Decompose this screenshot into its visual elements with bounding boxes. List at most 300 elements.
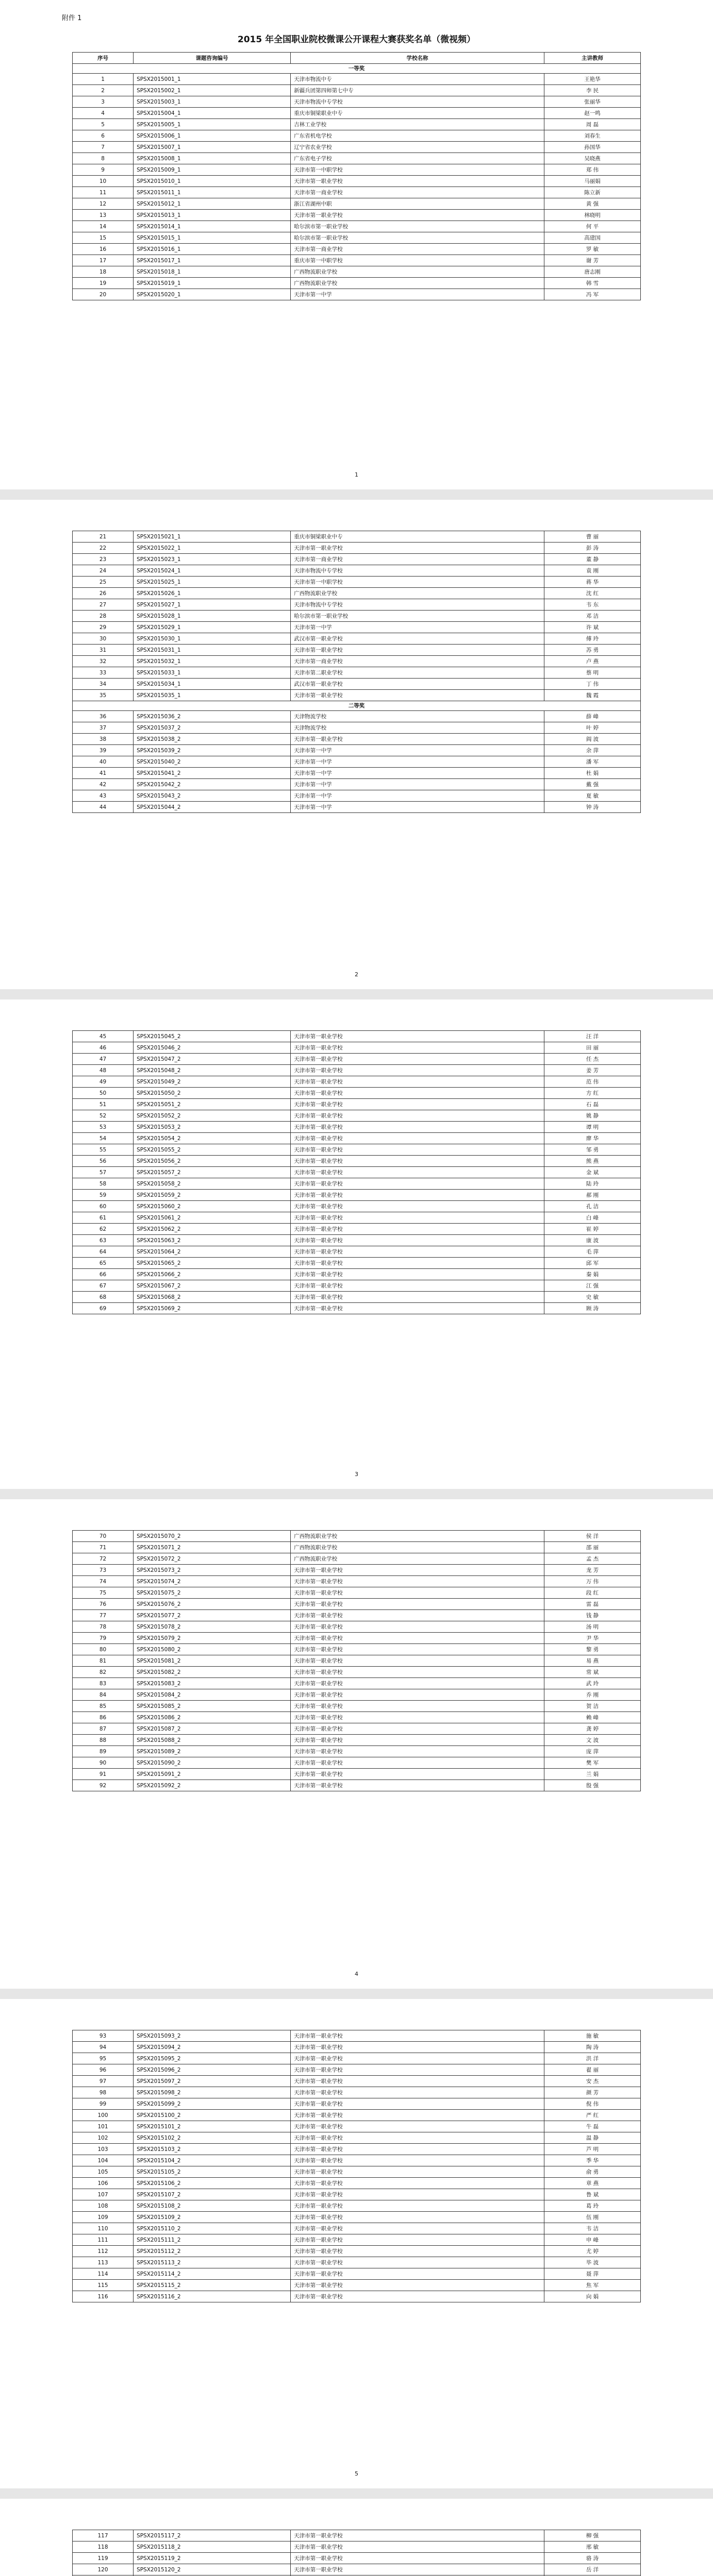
- registration-code: SPSX2015051_2: [134, 1099, 291, 1110]
- school-name: 天津市第一职业学校: [291, 1735, 544, 1746]
- school-name: 天津市物流中专学校: [291, 599, 544, 611]
- registration-code: SPSX2015081_2: [134, 1655, 291, 1667]
- table-row: [73, 2155, 641, 2166]
- school-name: 天津市第一职业学校: [291, 2223, 544, 2234]
- registration-code: SPSX2015019_1: [134, 278, 291, 289]
- row-number: 71: [73, 1542, 134, 1553]
- lead-teacher: 方 红: [544, 1088, 641, 1099]
- registration-code: SPSX2015112_2: [134, 2246, 291, 2257]
- registration-code: SPSX2015065_2: [134, 1258, 291, 1269]
- lead-teacher: 周 磊: [544, 119, 641, 130]
- row-number: 24: [73, 565, 134, 577]
- table-row: [73, 1042, 641, 1054]
- row-number: 83: [73, 1678, 134, 1689]
- lead-teacher: 戴 强: [544, 779, 641, 790]
- table-row: [73, 1088, 641, 1099]
- school-name: 武汉市第一职业学校: [291, 633, 544, 645]
- lead-teacher: 邹 勇: [544, 1144, 641, 1156]
- table-row: [73, 1723, 641, 1735]
- table-row: [73, 1212, 641, 1224]
- lead-teacher: 姚 静: [544, 1110, 641, 1122]
- row-number: 90: [73, 1757, 134, 1769]
- school-name: 广西物流职业学校: [291, 1553, 544, 1565]
- school-name: 天津市第一职业学校: [291, 1746, 544, 1757]
- registration-code: SPSX2015074_2: [134, 1576, 291, 1587]
- lead-teacher: 傅 玲: [544, 633, 641, 645]
- table-row: [73, 531, 641, 543]
- registration-code: SPSX2015066_2: [134, 1269, 291, 1280]
- table-row: [73, 1133, 641, 1144]
- table-row: [73, 1280, 641, 1292]
- lead-teacher: 韦 洁: [544, 2223, 641, 2234]
- registration-code: SPSX2015048_2: [134, 1065, 291, 1076]
- registration-code: SPSX2015007_1: [134, 142, 291, 153]
- lead-teacher: 龚 婷: [544, 1723, 641, 1735]
- lead-teacher: 尹 华: [544, 1633, 641, 1644]
- school-name: 天津市第一职业学校: [291, 1292, 544, 1303]
- lead-teacher: 唐志刚: [544, 266, 641, 278]
- school-name: 天津市第一职业学校: [291, 2280, 544, 2291]
- column-header: 主讲教师: [544, 53, 641, 64]
- table-row: [73, 1178, 641, 1190]
- table-row: [73, 1031, 641, 1042]
- table-row: [73, 690, 641, 701]
- row-number: 46: [73, 1042, 134, 1054]
- school-name: 天津市第一职业学校: [291, 1167, 544, 1178]
- lead-teacher: 文 波: [544, 1735, 641, 1746]
- table-row: [73, 679, 641, 690]
- lead-teacher: 颜 芳: [544, 2087, 641, 2098]
- table-row: [73, 599, 641, 611]
- registration-code: SPSX2015017_1: [134, 255, 291, 266]
- registration-code: SPSX2015040_2: [134, 756, 291, 768]
- table-row: [73, 1542, 641, 1553]
- registration-code: SPSX2015034_1: [134, 679, 291, 690]
- table-row: [73, 1565, 641, 1576]
- row-number: 6: [73, 130, 134, 142]
- registration-code: SPSX2015098_2: [134, 2087, 291, 2098]
- row-number: 67: [73, 1280, 134, 1292]
- school-name: 广西物流职业学校: [291, 278, 544, 289]
- lead-teacher: 武 玲: [544, 1678, 641, 1689]
- lead-teacher: 汪 洋: [544, 1031, 641, 1042]
- table-row: [73, 2087, 641, 2098]
- table-row: [73, 176, 641, 187]
- registration-code: SPSX2015091_2: [134, 1769, 291, 1780]
- registration-code: SPSX2015041_2: [134, 768, 291, 779]
- row-number: 25: [73, 577, 134, 588]
- table-row: [73, 1144, 641, 1156]
- school-name: 天津物流学校: [291, 722, 544, 734]
- lead-teacher: 段 红: [544, 1587, 641, 1599]
- registration-code: SPSX2015106_2: [134, 2178, 291, 2189]
- row-number: 11: [73, 187, 134, 198]
- table-row: [73, 790, 641, 802]
- row-number: 95: [73, 2053, 134, 2064]
- table-row: [73, 2098, 641, 2110]
- table-row: [73, 645, 641, 656]
- row-number: 75: [73, 1587, 134, 1599]
- table-row: [73, 543, 641, 554]
- registration-code: SPSX2015101_2: [134, 2121, 291, 2132]
- row-number: 94: [73, 2042, 134, 2053]
- school-name: 新疆兵团第四师第七中专: [291, 85, 544, 96]
- table-row: [73, 2530, 641, 2541]
- school-name: 重庆市铜梁职业中专: [291, 531, 544, 543]
- lead-teacher: 郑 伟: [544, 164, 641, 176]
- lead-teacher: 金 斌: [544, 1167, 641, 1178]
- lead-teacher: 蒋 华: [544, 577, 641, 588]
- row-number: 3: [73, 96, 134, 108]
- school-name: 天津市第一职业学校: [291, 1712, 544, 1723]
- table-row: [73, 1712, 641, 1723]
- school-name: 广西物流职业学校: [291, 588, 544, 599]
- registration-code: SPSX2015108_2: [134, 2200, 291, 2212]
- lead-teacher: 安 杰: [544, 2076, 641, 2087]
- row-number: 13: [73, 210, 134, 221]
- row-number: 58: [73, 1178, 134, 1190]
- school-name: 天津市第一职业学校: [291, 2200, 544, 2212]
- table-row: [73, 1065, 641, 1076]
- row-number: 2: [73, 85, 134, 96]
- row-number: 32: [73, 656, 134, 667]
- row-number: 51: [73, 1099, 134, 1110]
- registration-code: SPSX2015077_2: [134, 1610, 291, 1621]
- lead-teacher: 康 波: [544, 1235, 641, 1246]
- lead-teacher: 丁 伟: [544, 679, 641, 690]
- lead-teacher: 江 强: [544, 1280, 641, 1292]
- registration-code: SPSX2015005_1: [134, 119, 291, 130]
- table-row: [73, 2280, 641, 2291]
- row-number: 74: [73, 1576, 134, 1587]
- table-row: [73, 2064, 641, 2076]
- lead-teacher: 赖 峰: [544, 1712, 641, 1723]
- table-row: [73, 622, 641, 633]
- row-number: 50: [73, 1088, 134, 1099]
- row-number: 61: [73, 1212, 134, 1224]
- row-number: 107: [73, 2189, 134, 2200]
- row-number: 9: [73, 164, 134, 176]
- registration-code: SPSX2015113_2: [134, 2257, 291, 2268]
- lead-teacher: 章 燕: [544, 2178, 641, 2189]
- table-row: [73, 2553, 641, 2564]
- registration-code: SPSX2015117_2: [134, 2530, 291, 2541]
- row-number: 101: [73, 2121, 134, 2132]
- lead-teacher: 邢 敏: [544, 2541, 641, 2553]
- row-number: 88: [73, 1735, 134, 1746]
- registration-code: SPSX2015059_2: [134, 1190, 291, 1201]
- school-name: 广西物流职业学校: [291, 266, 544, 278]
- table-row: [73, 2042, 641, 2053]
- lead-teacher: 鲁 斌: [544, 2189, 641, 2200]
- school-name: 天津市第一职业学校: [291, 2098, 544, 2110]
- lead-teacher: 沈 红: [544, 588, 641, 599]
- lead-teacher: 邵 丽: [544, 1542, 641, 1553]
- registration-code: SPSX2015119_2: [134, 2553, 291, 2564]
- row-number: 84: [73, 1689, 134, 1701]
- school-name: 天津市第一中学: [291, 790, 544, 802]
- registration-code: SPSX2015069_2: [134, 1303, 291, 1314]
- registration-code: SPSX2015118_2: [134, 2541, 291, 2553]
- table-row: [73, 2234, 641, 2246]
- lead-teacher: 聂 萍: [544, 2268, 641, 2280]
- registration-code: SPSX2015015_1: [134, 232, 291, 244]
- registration-code: SPSX2015068_2: [134, 1292, 291, 1303]
- row-number: 116: [73, 2291, 134, 2302]
- school-name: 天津市第一职业学校: [291, 1689, 544, 1701]
- table-row: [73, 2257, 641, 2268]
- attachment-label: 附件 1: [62, 14, 82, 22]
- lead-teacher: 伍 刚: [544, 2212, 641, 2223]
- table-row: [73, 153, 641, 164]
- school-name: 天津市第一职业学校: [291, 1054, 544, 1065]
- lead-teacher: 孟 杰: [544, 1553, 641, 1565]
- table-row: [73, 1269, 641, 1280]
- school-name: 天津市第二职业学校: [291, 667, 544, 679]
- school-name: 天津市第一职业学校: [291, 1610, 544, 1621]
- lead-teacher: 任 杰: [544, 1054, 641, 1065]
- table-row: [73, 2212, 641, 2223]
- registration-code: SPSX2015013_1: [134, 210, 291, 221]
- registration-code: SPSX2015038_2: [134, 734, 291, 745]
- lead-teacher: 邱 军: [544, 1258, 641, 1269]
- row-number: 21: [73, 531, 134, 543]
- row-number: 111: [73, 2234, 134, 2246]
- registration-code: SPSX2015055_2: [134, 1144, 291, 1156]
- lead-teacher: 张丽华: [544, 96, 641, 108]
- lead-teacher: 阎 波: [544, 734, 641, 745]
- registration-code: SPSX2015102_2: [134, 2132, 291, 2144]
- school-name: 天津市第一职业学校: [291, 2246, 544, 2257]
- registration-code: SPSX2015046_2: [134, 1042, 291, 1054]
- registration-code: SPSX2015027_1: [134, 599, 291, 611]
- row-number: 33: [73, 667, 134, 679]
- row-number: 112: [73, 2246, 134, 2257]
- school-name: 广东省电子学校: [291, 153, 544, 164]
- table-row: [73, 554, 641, 565]
- registration-code: SPSX2015033_1: [134, 667, 291, 679]
- page-number: 4: [355, 1971, 358, 1977]
- table-row: [73, 667, 641, 679]
- table-row: [73, 266, 641, 278]
- school-name: 哈尔滨市第一职业学校: [291, 611, 544, 622]
- table-row: [73, 74, 641, 85]
- row-number: 20: [73, 289, 134, 300]
- table-row: [73, 2030, 641, 2042]
- row-number: 42: [73, 779, 134, 790]
- school-name: 天津市第一职业学校: [291, 2257, 544, 2268]
- lead-teacher: 熊 燕: [544, 1156, 641, 1167]
- school-name: 天津市第一职业学校: [291, 1088, 544, 1099]
- lead-teacher: 王艳华: [544, 74, 641, 85]
- table-row: [73, 85, 641, 96]
- school-name: 天津市第一职业学校: [291, 2189, 544, 2200]
- registration-code: SPSX2015026_1: [134, 588, 291, 599]
- table-row: [73, 1587, 641, 1599]
- table-row: [73, 2144, 641, 2155]
- lead-teacher: 石 磊: [544, 1099, 641, 1110]
- lead-teacher: 夏 敏: [544, 790, 641, 802]
- lead-teacher: 孔 洁: [544, 1201, 641, 1212]
- table-row: [73, 565, 641, 577]
- table-row: [73, 1054, 641, 1065]
- lead-teacher: 龙 芳: [544, 1565, 641, 1576]
- school-name: 天津市第一职业学校: [291, 2042, 544, 2053]
- registration-code: SPSX2015096_2: [134, 2064, 291, 2076]
- registration-code: SPSX2015114_2: [134, 2268, 291, 2280]
- row-number: 69: [73, 1303, 134, 1314]
- lead-teacher: 严 红: [544, 2110, 641, 2121]
- registration-code: SPSX2015037_2: [134, 722, 291, 734]
- school-name: 天津市第一职业学校: [291, 1769, 544, 1780]
- school-name: 重庆市第一中职学校: [291, 255, 544, 266]
- registration-code: SPSX2015054_2: [134, 1133, 291, 1144]
- school-name: 天津市第一职业学校: [291, 2030, 544, 2042]
- school-name: 天津市第一职业学校: [291, 1178, 544, 1190]
- table-row: [73, 2121, 641, 2132]
- school-name: 广西物流职业学校: [291, 1531, 544, 1542]
- registration-code: SPSX2015099_2: [134, 2098, 291, 2110]
- lead-teacher: 柳 强: [544, 2530, 641, 2541]
- school-name: 天津市第一职业学校: [291, 2121, 544, 2132]
- lead-teacher: 罗 敏: [544, 244, 641, 255]
- registration-code: SPSX2015024_1: [134, 565, 291, 577]
- school-name: 天津市第一职业学校: [291, 2144, 544, 2155]
- registration-code: SPSX2015043_2: [134, 790, 291, 802]
- school-name: 天津市第一职业学校: [291, 2564, 544, 2575]
- row-number: 28: [73, 611, 134, 622]
- lead-teacher: 魏 霞: [544, 690, 641, 701]
- lead-teacher: 孙国华: [544, 142, 641, 153]
- school-name: 天津市第一商业学校: [291, 656, 544, 667]
- registration-code: SPSX2015003_1: [134, 96, 291, 108]
- registration-code: SPSX2015092_2: [134, 1780, 291, 1791]
- lead-teacher: 杜 娟: [544, 768, 641, 779]
- school-name: 天津市第一职业学校: [291, 2053, 544, 2064]
- registration-code: SPSX2015104_2: [134, 2155, 291, 2166]
- registration-code: SPSX2015047_2: [134, 1054, 291, 1065]
- registration-code: SPSX2015083_2: [134, 1678, 291, 1689]
- row-number: 60: [73, 1201, 134, 1212]
- table-row: [73, 2200, 641, 2212]
- table-row: [73, 2110, 641, 2121]
- lead-teacher: 向 娟: [544, 2291, 641, 2302]
- row-number: 78: [73, 1621, 134, 1633]
- document-page: [0, 1499, 713, 1989]
- registration-code: SPSX2015057_2: [134, 1167, 291, 1178]
- lead-teacher: 潘 军: [544, 756, 641, 768]
- row-number: 57: [73, 1167, 134, 1178]
- table-row: [73, 2541, 641, 2553]
- row-number: 43: [73, 790, 134, 802]
- table-row: [73, 255, 641, 266]
- registration-code: SPSX2015023_1: [134, 554, 291, 565]
- row-number: 63: [73, 1235, 134, 1246]
- row-number: 19: [73, 278, 134, 289]
- lead-teacher: 雷 磊: [544, 1599, 641, 1610]
- table-row: [73, 1667, 641, 1678]
- table-row: [73, 656, 641, 667]
- page-number: 3: [355, 1471, 358, 1478]
- table-row: [73, 1576, 641, 1587]
- registration-code: SPSX2015050_2: [134, 1088, 291, 1099]
- lead-teacher: 芦 明: [544, 2144, 641, 2155]
- table-row: [73, 1599, 641, 1610]
- school-name: 天津市第一中学: [291, 756, 544, 768]
- school-name: 辽宁省农业学校: [291, 142, 544, 153]
- lead-teacher: 董 静: [544, 554, 641, 565]
- school-name: 天津市第一职业学校: [291, 1042, 544, 1054]
- lead-teacher: 韩 雪: [544, 278, 641, 289]
- row-number: 89: [73, 1746, 134, 1757]
- row-number: 99: [73, 2098, 134, 2110]
- registration-code: SPSX2015014_1: [134, 221, 291, 232]
- table-row: [73, 611, 641, 622]
- table-row: [73, 1201, 641, 1212]
- registration-code: SPSX2015094_2: [134, 2042, 291, 2053]
- lead-teacher: 庞 萍: [544, 1746, 641, 1757]
- row-number: 30: [73, 633, 134, 645]
- table-row: [73, 1757, 641, 1769]
- school-name: 天津市第一职业学校: [291, 1258, 544, 1269]
- school-name: 天津市第一职业学校: [291, 2132, 544, 2144]
- registration-code: SPSX2015075_2: [134, 1587, 291, 1599]
- registration-code: SPSX2015076_2: [134, 1599, 291, 1610]
- registration-code: SPSX2015067_2: [134, 1280, 291, 1292]
- registration-code: SPSX2015107_2: [134, 2189, 291, 2200]
- page-number: 1: [355, 471, 358, 478]
- lead-teacher: 乔 刚: [544, 1689, 641, 1701]
- table-row: [73, 1780, 641, 1791]
- lead-teacher: 施 敏: [544, 2030, 641, 2042]
- lead-teacher: 万 伟: [544, 1576, 641, 1587]
- registration-code: SPSX2015080_2: [134, 1644, 291, 1655]
- lead-teacher: 赵一鸣: [544, 108, 641, 119]
- registration-code: SPSX2015110_2: [134, 2223, 291, 2234]
- row-number: 115: [73, 2280, 134, 2291]
- registration-code: SPSX2015001_1: [134, 74, 291, 85]
- school-name: 天津市第一职业学校: [291, 1678, 544, 1689]
- lead-teacher: 郝 刚: [544, 1190, 641, 1201]
- table-row: [73, 119, 641, 130]
- table-row: [73, 779, 641, 790]
- registration-code: SPSX2015109_2: [134, 2212, 291, 2223]
- school-name: 天津市第一职业学校: [291, 2541, 544, 2553]
- row-number: 80: [73, 1644, 134, 1655]
- lead-teacher: 常 斌: [544, 1667, 641, 1678]
- lead-teacher: 冯 军: [544, 289, 641, 300]
- registration-code: SPSX2015031_1: [134, 645, 291, 656]
- school-name: 天津市第一职业学校: [291, 1201, 544, 1212]
- school-name: 天津市第一职业学校: [291, 176, 544, 187]
- table-row: [73, 1303, 641, 1314]
- row-number: 120: [73, 2564, 134, 2575]
- registration-code: SPSX2015032_1: [134, 656, 291, 667]
- registration-code: SPSX2015012_1: [134, 198, 291, 210]
- lead-teacher: 曹 丽: [544, 531, 641, 543]
- registration-code: SPSX2015111_2: [134, 2234, 291, 2246]
- row-number: 103: [73, 2144, 134, 2155]
- registration-code: SPSX2015029_1: [134, 622, 291, 633]
- row-number: 81: [73, 1655, 134, 1667]
- registration-code: SPSX2015018_1: [134, 266, 291, 278]
- row-number: 54: [73, 1133, 134, 1144]
- lead-teacher: 岳 洋: [544, 2564, 641, 2575]
- registration-code: SPSX2015082_2: [134, 1667, 291, 1678]
- table-row: [73, 221, 641, 232]
- lead-teacher: 高建国: [544, 232, 641, 244]
- lead-teacher: 崔 婷: [544, 1224, 641, 1235]
